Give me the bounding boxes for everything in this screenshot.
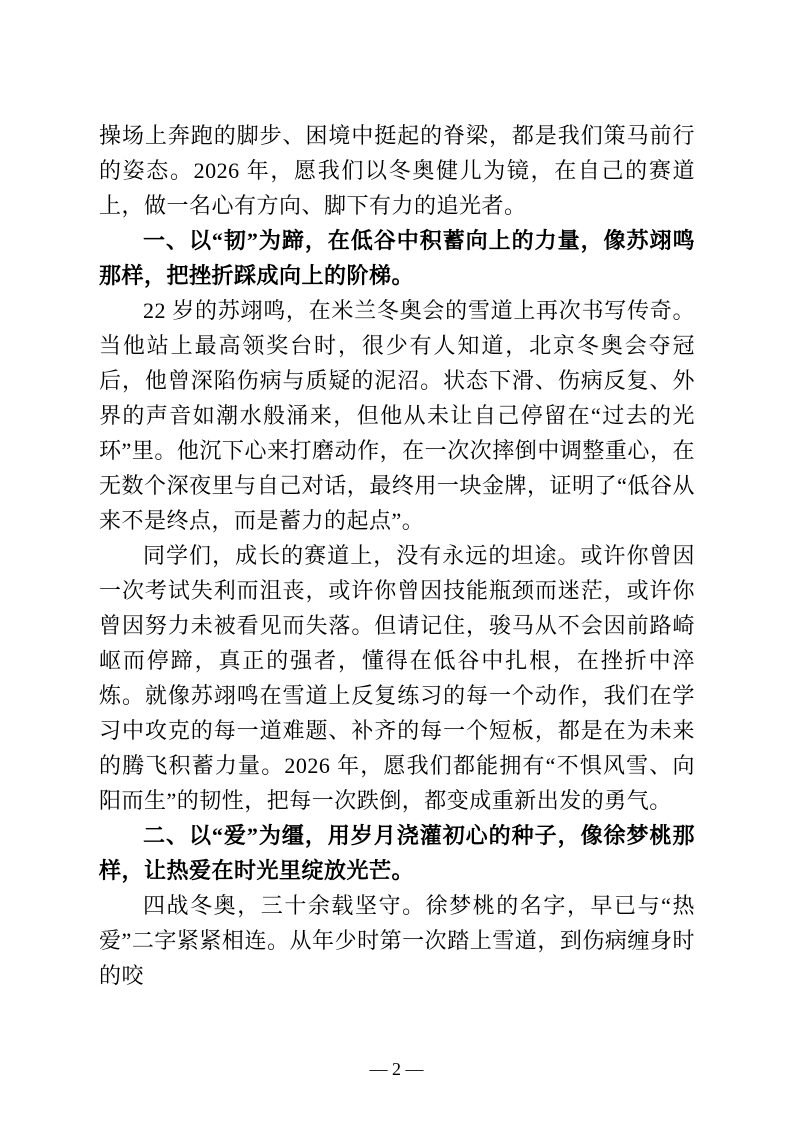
paragraph-continuation: 操场上奔跑的脚步、困境中挺起的脊梁，都是我们策马前行的姿态。2026 年，愿我们以冬奥健儿为镜，在自己的赛道上，做一名心有方向、脚下有力的追光者。 — [99, 123, 695, 218]
page-number: — 2 — — [369, 1059, 424, 1079]
document-body — [99, 118, 695, 993]
paragraph-truncated: 四战冬奥，三十余载坚守。徐梦桃的名字，早已与“热爱”二字紧紧相连。从年少时第一次踏上雪道，到伤病缠身时的咬 — [99, 893, 695, 988]
section-heading-1: 一、以“韧”为蹄，在低谷中积蓄向上的力量，像苏翊鸣那样，把挫折踩成向上的阶梯。 — [99, 228, 695, 288]
section-heading-2: 二、以“爱”为缰，用岁月浇灌初心的种子，像徐梦桃那样，让热爱在时光里绽放光芒。 — [99, 823, 695, 883]
paragraph: 同学们，成长的赛道上，没有永远的坦途。或许你曾因一次考试失利而沮丧，或许你曾因技能瓶颈而迷茫，或许你曾因努力未被看见而失落。但请记住，骏马从不会因前路崎岖而停蹄，真正的强者，懂得在低谷中扎根，在挫折中淬炼。就像苏翊鸣在雪道上反复练习的每一个动作，我们在学习中攻克的每一道难题、补齐的每一个短板，都是在为未来的腾飞积蓄力量。2026 年，愿我们都能拥有“不惧风雪、向阳而生”的韧性，把每一次跌倒，都变成重新出发的勇气。 — [99, 543, 695, 813]
paragraph: 22 岁的苏翊鸣，在米兰冬奥会的雪道上再次书写传奇。当他站上最高领奖台时，很少有人知道，北京冬奥会夺冠后，他曾深陷伤病与质疑的泥沼。状态下滑、伤病反复、外界的声音如潮水般涌来，但他从未让自己停留在“过去的光环”里。他沉下心来打磨动作，在一次次摔倒中调整重心，在无数个深夜里与自己对话，最终用一块金牌，证明了“低谷从来不是终点，而是蓄力的起点”。 — [99, 298, 695, 533]
